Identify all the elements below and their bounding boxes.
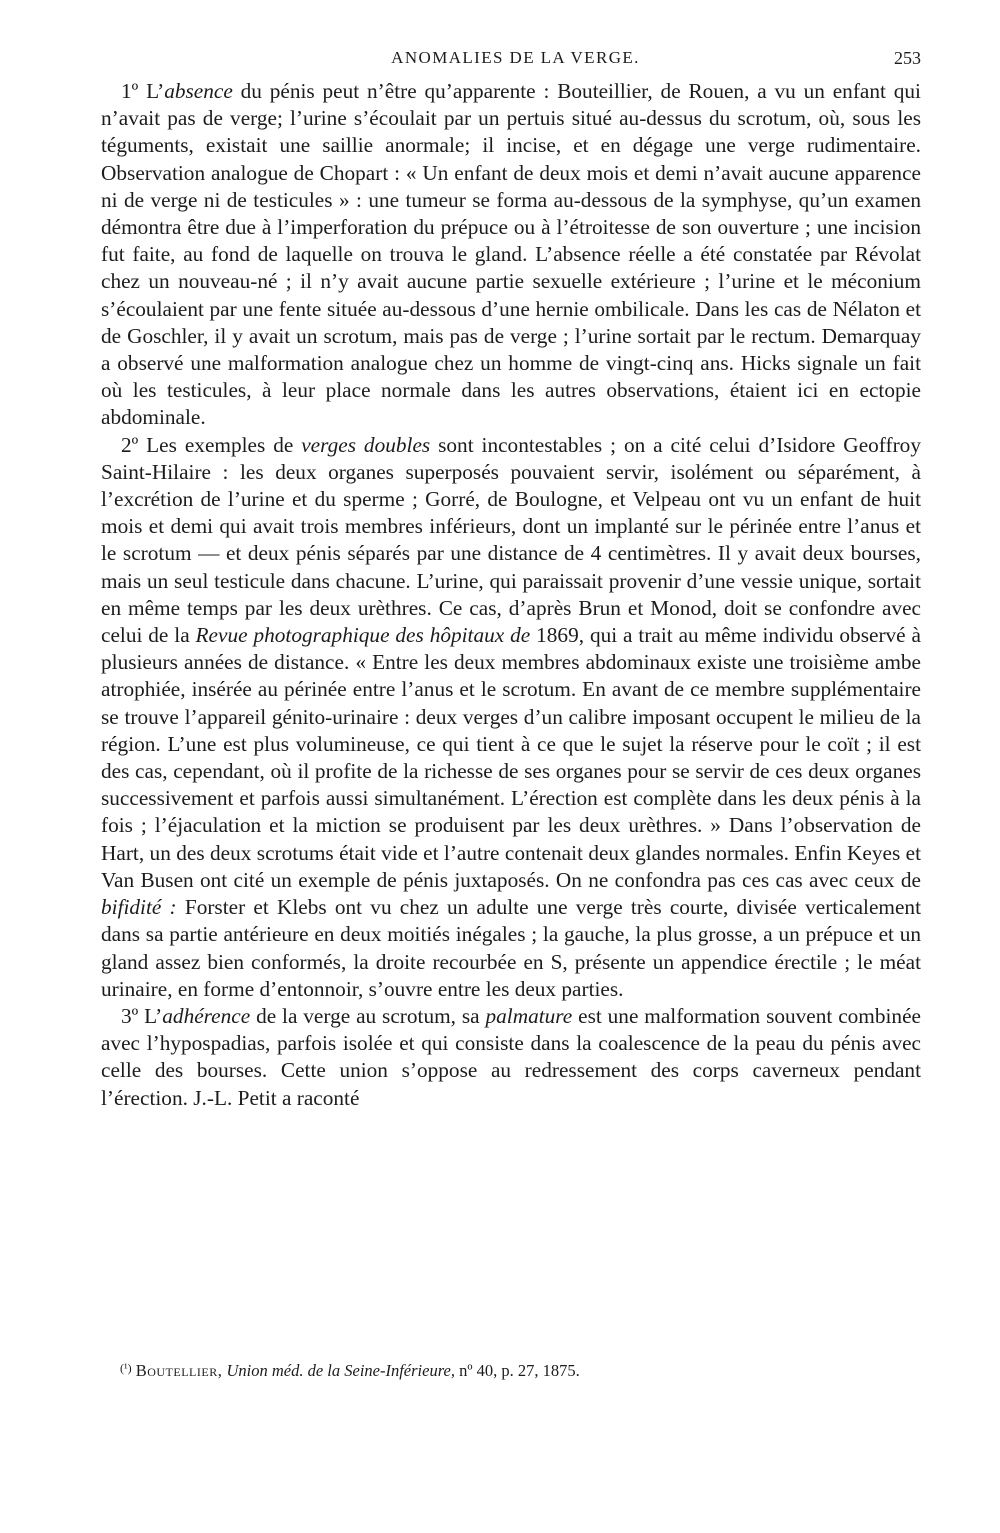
text-segment: 3º L’	[121, 1003, 163, 1028]
text-segment: du pénis peut n’être qu’apparente : Bouteillier, de Rouen, a vu un enfant qui n’avait pas de verge; l’urine s’écoulait par un pertuis situé au-dessus du scrotum, où, sous les téguments, existait une saillie anormale; il incise, et en dégage une verge rudimentaire. Observation analogue de Chopart : « Un enfant de deux mois et demi n’avait aucune apparence ni de verge ni de testicules » : une tumeur se forma au-dessous de la symphyse, qu’un examen démontra être due à l’imperforation du prépuce ou à l’étroitesse de son ouverture ; une incision fut faite, au fond de laquelle on trouva le gland. L’absence réelle a été constatée par Révolat chez un nouveau-né ; il n’y avait aucune partie sexuelle extérieure ; l’urine et le méconium s’écoulaient par une fente située au-dessous d’une hernie ombilicale. Dans les cas de Nélaton et de Goschler, il y avait un scrotum, mais pas de verge ; l’urine sortait par le rectum. Demarquay a observé une malformation analogue chez un homme de vingt-cinq ans. Hicks signale un fait où les testicules, à leur place normale dans les autres observations, étaient ici en ectopie abdominale.	[101, 79, 921, 430]
footnote-author: Boutellier,	[135, 1361, 223, 1380]
text-segment: sont incontestables ; on a cité celui d’Isidore Geoffroy Saint-Hilaire : les deux organes superposés pouvaient servir, isolément ou séparément, à l’excrétion de l’urine et du sperme ; Gorré, de Boulogne, et Velpeau ont vu un enfant de huit mois et demi qui avait trois membres inférieurs, dont un implanté sur le périnée entre l’anus et le scrotum — et deux pénis séparés par une distance de 4 centimètres. Il y avait deux bourses, mais un seul testicule dans chacune. L’urine, qui paraissait provenir d’une vessie unique, sortait en même temps par les deux urèthres. Ce cas, d’après Brun et Monod, doit se confondre avec celui de la	[101, 432, 921, 648]
paragraph-adherence	[101, 1003, 921, 1112]
italic-text-segment: adhérence	[162, 1003, 251, 1028]
footnote-marker: (¹)	[120, 1361, 132, 1375]
running-title: ANOMALIES DE LA VERGE.	[391, 48, 640, 67]
text-segment: 1º L’	[121, 79, 165, 103]
italic-text-segment: verges doubles	[301, 432, 431, 457]
text-segment: 2º Les exemples de	[121, 432, 302, 457]
page-number: 253	[894, 48, 921, 68]
text-segment: est une malformation souvent combinée avec l’hypospadias, parfois isolée et qui consiste dans la coalescence de la peau du pénis avec celle des bourses. Cette union s’oppose au redressement des corps caverneux pendant l’érection. J.-L. Petit a raconté	[101, 1003, 921, 1110]
italic-text-segment: palmature	[485, 1003, 573, 1028]
italic-text-segment: absence	[164, 79, 233, 103]
text-segment: de la verge au scrotum, sa	[250, 1003, 486, 1028]
paragraph-absence	[101, 78, 921, 432]
text-segment: Forster et Klebs ont vu chez un adulte une verge très courte, divisée verticalement dans sa partie antérieure en deux moitiés inégales ; la gauche, la plus grosse, a un prépuce et un gland assez bien conformés, la droite recourbée en S, présente un appendice érectile ; le méat urinaire, en forme d’entonnoir, s’ouvre entre les deux parties.	[101, 895, 921, 1001]
footnote-journal: Union méd. de la Seine-Inférieure,	[226, 1361, 455, 1380]
body-text	[101, 78, 921, 1112]
footnote-reference: nº 40, p. 27, 1875.	[459, 1361, 580, 1380]
italic-text-segment: bifidité :	[101, 895, 177, 920]
running-head	[100, 44, 921, 74]
italic-text-segment: Revue photographique des hôpitaux de	[195, 623, 531, 648]
text-segment: 1869, qui a trait au même individu observé à plusieurs années de distance. « Entre les deux membres abdominaux existe une troisième ambe atrophiée, insérée au périnée entre l’anus et le scrotum. En avant de ce membre supplémentaire se trouve l’appareil génito-urinaire : deux verges d’un calibre imposant occupent le milieu de la région. L’une est plus volumineuse, ce qui tient à ce que le sujet la réserve pour le coït ; il est des cas, cependant, où il profite de la richesse de ses organes pour se servir de ces deux organes successivement et parfois aussi simultanément. L’érection est complète dans les deux pénis à la fois ; l’éjaculation et la miction se produisent par les deux urèthres. » Dans l’observation de Hart, un des deux scrotums était vide et l’autre contenait deux glandes normales. Enfin Keyes et Van Busen ont cité un exemple de pénis juxtaposés. On ne confondra pas ces cas avec ceux de	[101, 623, 921, 892]
paragraph-verges-doubles	[101, 432, 921, 1003]
footnote	[120, 1357, 820, 1382]
